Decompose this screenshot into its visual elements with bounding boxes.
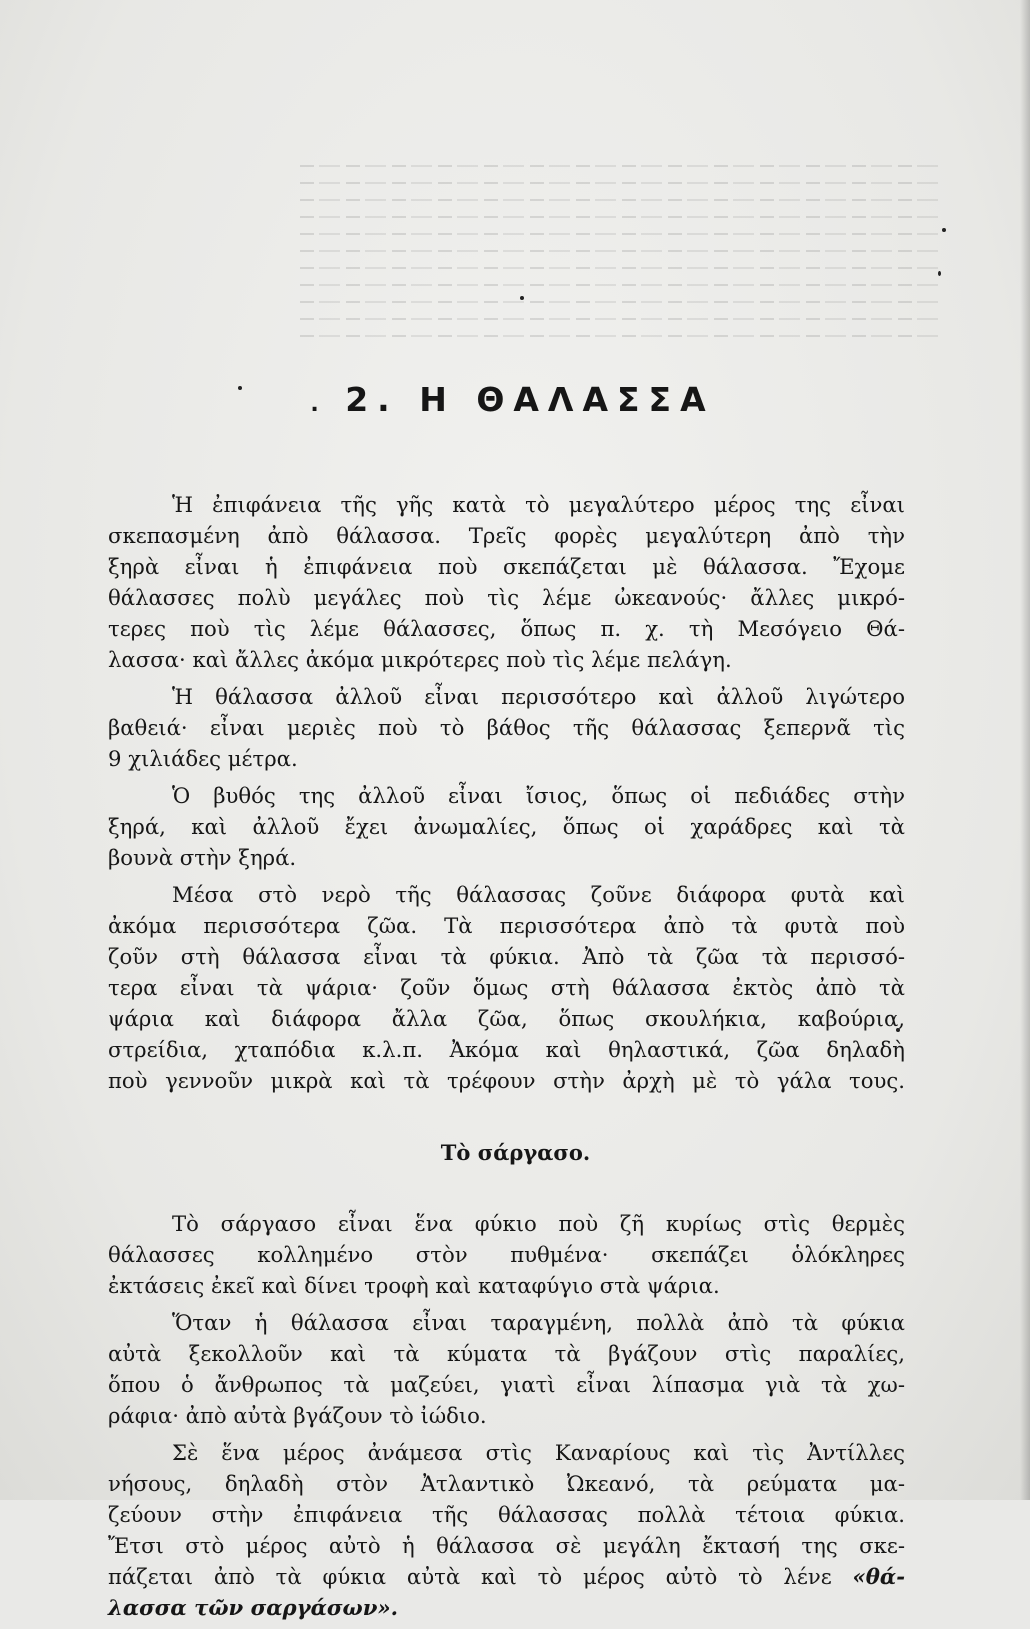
text-line: θάλασσες πολὺ μεγάλες ποὺ τὶς λέμε ὠκεανούς· ἄλλες μικρό- <box>108 585 905 610</box>
text-line: ψάρια καὶ διάφορα ἄλλα ζῶα, ὅπως σκουλήκια, καβούρια, <box>108 1006 905 1031</box>
text-line: ἐκτάσεις ἐκεῖ καὶ δίνει τροφὴ καὶ καταφύγιο στὰ ψάρια. <box>108 1273 720 1298</box>
chapter-title-text: Η ΘΑΛΑΣΣΑ <box>419 380 715 419</box>
text-line: σκεπασμένη ἀπὸ θάλασσα. Τρεῖς φορὲς μεγαλύτερη ἀπὸ τὴν <box>108 523 905 548</box>
emphasis-line: λασσα τῶν σαργάσων». <box>108 1595 399 1620</box>
emphasis-text: «θά- <box>852 1564 905 1589</box>
text-line: βαθειά· εἶναι μεριὲς ποὺ τὸ βάθος τῆς θάλασσας ξεπερνᾶ τὶς <box>108 715 905 740</box>
text-line: ἀκόμα περισσότερα ζῶα. Τὰ περισσότερα ἀπὸ τὰ φυτὰ ποὺ <box>108 913 905 938</box>
paragraph <box>108 780 905 873</box>
section-sea <box>108 489 905 1096</box>
text-line: θάλασσες κολλημένο στὸν πυθμένα· σκεπάζει ὁλόκληρες <box>108 1242 905 1267</box>
text-line: λασσα· καὶ ἄλλες ἀκόμα μικρότερες ποὺ τὶς λέμε πελάγη. <box>108 647 732 672</box>
text-line: βουνὰ στὴν ξηρά. <box>108 845 297 870</box>
text-line: αὐτὰ ξεκολλοῦν καὶ τὰ κύματα τὰ βγάζουν στὶς παραλίες, <box>108 1341 905 1366</box>
paragraph <box>108 681 905 774</box>
text-line: ζοῦν στὴ θάλασσα εἶναι τὰ φύκια. Ἀπὸ τὰ ζῶα τὰ περισσό- <box>108 944 905 969</box>
text-line: Τὸ σάργασο εἶναι ἕνα φύκιο ποὺ ζῆ κυρίως στὶς θερμὲς <box>172 1211 905 1236</box>
text-line: τερα εἶναι τὰ ψάρια· ζοῦν ὅμως στὴ θάλασσα ἐκτὸς ἀπὸ τὰ <box>108 975 905 1000</box>
dust-speck <box>520 296 524 300</box>
paragraph <box>108 1307 905 1431</box>
section-heading: Τὸ σάργασο. <box>440 1140 591 1165</box>
text-line: νήσους, δηλαδὴ στὸν Ἀτλαντικὸ Ὠκεανό, τὰ ρεύματα μα- <box>108 1471 905 1496</box>
text-line: τερες ποὺ τὶς λέμε θάλασσες, ὅπως π. χ. τὴ Μεσόγειο Θά- <box>108 616 905 641</box>
chapter-title <box>120 378 905 427</box>
text-line: ζεύουν στὴν ἐπιφάνεια τῆς θάλασσας πολλὰ τέτοια φύκια. <box>108 1502 905 1527</box>
dust-speck <box>942 228 946 232</box>
page-content <box>108 378 905 1629</box>
paragraph <box>108 1208 905 1301</box>
text-line: ξηρὰ εἶναι ἡ ἐπιφάνεια ποὺ σκεπάζεται μὲ θάλασσα. Ἔχομε <box>108 554 905 579</box>
paragraph <box>108 879 905 1096</box>
text-line: Ὁ βυθός της ἀλλοῦ εἶναι ἴσιος, ὅπως οἱ πεδιάδες στὴν <box>172 783 905 808</box>
text-line: ξηρά, καὶ ἀλλοῦ ἔχει ἀνωμαλίες, ὅπως οἱ χαράδρες καὶ τὰ <box>108 814 905 839</box>
section-sargasso <box>108 1138 905 1623</box>
text-line: Ἡ θάλασσα ἀλλοῦ εἶναι περισσότερο καὶ ἀλλοῦ λιγώτερο <box>172 684 905 709</box>
text-line: ποὺ γεννοῦν μικρὰ καὶ τὰ τρέφουν στὴν ἀρχὴ μὲ τὸ γάλα τους. <box>108 1068 905 1093</box>
page-edge-shadow <box>1020 0 1030 1500</box>
text-line: ράφια· ἀπὸ αὐτὰ βγάζουν τὸ ἰώδιο. <box>108 1403 487 1428</box>
text-line: Ὅταν ἡ θάλασσα εἶναι ταραγμένη, πολλὰ ἀπὸ τὰ φύκια <box>172 1310 905 1335</box>
text-line <box>108 1561 905 1592</box>
text-line: Σὲ ἕνα μέρος ἀνάμεσα στὶς Καναρίους καὶ τὶς Ἀντίλλες <box>172 1440 905 1465</box>
text-line: στρείδια, χταπόδια κ.λ.π. Ἀκόμα καὶ θηλαστικά, ζῶα δηλαδὴ <box>108 1037 905 1062</box>
text-line: Ἡ ἐπιφάνεια τῆς γῆς κατὰ τὸ μεγαλύτερο μέρος της εἶναι <box>172 492 905 517</box>
text-line: ὅπου ὁ ἄνθρωπος τὰ μαζεύει, γιατὶ εἶναι λίπασμα γιὰ τὰ χω- <box>108 1372 905 1397</box>
chapter-number: 2. <box>345 380 399 419</box>
paragraph <box>108 489 905 675</box>
title-dot: . <box>310 392 319 417</box>
text-line: 9 χιλιάδες μέτρα. <box>108 746 298 771</box>
text-line: Ἔτσι στὸ μέρος αὐτὸ ἡ θάλασσα σὲ μεγάλη ἔκτασή της σκε- <box>108 1533 905 1558</box>
text-fragment: πάζεται ἀπὸ τὰ φύκια αὐτὰ καὶ τὸ μέρος αὐτὸ τὸ λένε <box>108 1564 832 1589</box>
paragraph <box>108 1437 905 1623</box>
dust-speck <box>938 271 941 276</box>
text-line: Μέσα στὸ νερὸ τῆς θάλασσας ζοῦνε διάφορα φυτὰ καὶ <box>172 882 905 907</box>
